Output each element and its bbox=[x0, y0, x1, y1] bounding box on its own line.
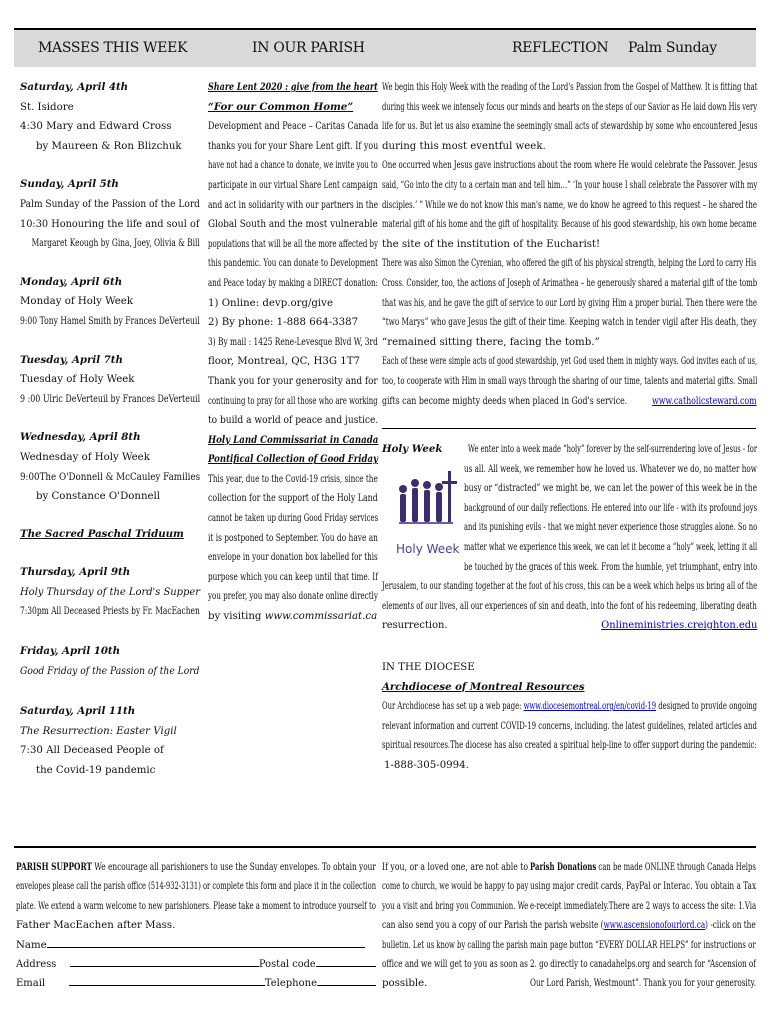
reflection-last-line bbox=[382, 392, 757, 412]
donations-text-2: e-receipt immediately.There are 2 ways to access the site: 1.Via bbox=[530, 900, 757, 912]
triduum-day: Saturday, April 11th bbox=[20, 705, 136, 718]
reflection-line: the site of the institution of the Eucharist! bbox=[382, 238, 601, 250]
telephone-label: Telephone bbox=[264, 978, 317, 990]
name-label: Name bbox=[16, 939, 47, 951]
sharelent-line: and Peace today by making a DIRECT donation: bbox=[208, 277, 378, 289]
reflection-last-text: gifts can become mighty deeds when placed in God's service. bbox=[382, 395, 628, 407]
triduum-day: Thursday, April 9th bbox=[20, 566, 131, 579]
sharelent-line: to build a world of peace and justice. bbox=[208, 415, 379, 427]
address-field-row bbox=[16, 955, 363, 974]
holyweek-image-caption: Holy Week bbox=[396, 542, 460, 556]
masses-heading: MASSES THIS WEEK bbox=[38, 40, 188, 56]
triduum-line: Good Friday of the Passion of the Lord bbox=[20, 665, 200, 677]
section-header-bar bbox=[14, 28, 756, 67]
communion-line: bulletin. Let us know by calling the parish bbox=[382, 939, 528, 951]
donations-text-1: using major credit cards, PayPal or Interac. You obtain a Tax bbox=[530, 881, 757, 893]
holyland-body bbox=[208, 470, 378, 607]
holyweek-line: us all. All week, we remember how he loved us. Whatever we do, no matter how bbox=[464, 463, 757, 475]
communion-block bbox=[382, 858, 528, 994]
mass-dedication: by Maureen & Ron Blizchuk bbox=[36, 140, 182, 152]
sharelent-line: participate in our virtual Share Lent campaign bbox=[208, 179, 378, 191]
reflection-line: during this week we intensely focus our minds and hearts on the steps of our Savior as He laid down His very bbox=[382, 101, 758, 113]
sharelent-line: thanks you for your Share Lent gift. If you bbox=[208, 140, 379, 152]
communion-line: come to church, we would be happy to pay bbox=[382, 881, 529, 893]
holyweek-title bbox=[382, 440, 442, 460]
holyland-line: envelope in your donation box labelled for this bbox=[208, 552, 378, 564]
sharelent-line: 1) Online: devp.org/give bbox=[208, 297, 333, 309]
communion-line: you a visit and bring you Communion. We bbox=[382, 900, 529, 912]
mass-day: Wednesday, April 8th bbox=[20, 431, 141, 444]
donations-text-6: Our Lord Parish, Westmount”. Thank you for your generosity. bbox=[530, 978, 757, 990]
mass-line: 9 :00 Ulric DeVerteuil by Frances DeVerteuil bbox=[20, 393, 201, 405]
mass-line: Palm Sunday of the Passion of the Lord bbox=[20, 198, 200, 210]
diocese-phone: 1-888-305-0994. bbox=[384, 759, 469, 771]
reflection-line: Cross. Consider, too, the actions of Joseph of Arimathea – he generously shared a material gift of the tomb bbox=[382, 277, 758, 289]
holyland-line: purpose which you can keep until that time. If bbox=[208, 571, 378, 583]
mass-line: Tuesday of Holy Week bbox=[20, 374, 135, 386]
postal-label: Postal code bbox=[258, 959, 316, 971]
donations-text-4: main page button “EVERY DOLLAR HELPS” for instructions or bbox=[530, 939, 756, 951]
sharelent-line: continuing to pray for all those who are working bbox=[208, 395, 378, 407]
reflection-line: “remained sitting there, facing the tomb.” bbox=[382, 336, 600, 348]
catholicsteward-link[interactable]: www.catholicsteward.com bbox=[652, 395, 757, 407]
sharelent-line: floor, Montreal, QC, H3G 1T7 bbox=[208, 356, 360, 368]
donations-text-3a: the parish website ( bbox=[530, 920, 604, 932]
name-field[interactable] bbox=[47, 937, 365, 948]
diocese-line1-post: designed to provide ongoing bbox=[656, 701, 758, 713]
reflection-line: life for us. But let us also examine the seemingly small acts of stewardship by some who encountered Jesus bbox=[382, 121, 758, 133]
holyland-last-line bbox=[208, 607, 378, 627]
mass-day: Saturday, April 4th bbox=[20, 81, 129, 93]
reflection-line: too, to cooperate with Him in small ways through the sharing of our time, talents and material gifts. Small bbox=[382, 375, 758, 387]
diocese-section bbox=[382, 658, 757, 776]
donations-block bbox=[530, 858, 756, 994]
reflection-heading: REFLECTION bbox=[512, 40, 609, 56]
communion-line: can also send you a copy of our Parish bbox=[382, 920, 528, 932]
diocese-heading: IN THE DIOCESE bbox=[382, 662, 475, 673]
holyweek-last-text: resurrection. bbox=[382, 620, 448, 632]
diocese-line1-pre: Our Archdiocese has set up a web page: bbox=[382, 701, 524, 713]
mass-day: Monday, April 6th bbox=[20, 275, 123, 288]
mass-line: 10:30 Honouring the life and soul of bbox=[20, 218, 200, 230]
address-label: Address bbox=[16, 959, 57, 971]
mass-dedication: by Constance O'Donnell bbox=[36, 491, 161, 503]
sharelent-line: Development and Peace – Caritas Canada bbox=[208, 121, 379, 133]
holyweek-full-text bbox=[382, 577, 757, 636]
email-label: Email bbox=[16, 978, 46, 990]
holyweek-last-line bbox=[382, 616, 758, 636]
mass-line: St. Isidore bbox=[20, 101, 74, 113]
sharelent-body bbox=[208, 117, 378, 431]
holyweek-side-text bbox=[464, 440, 757, 577]
reflection-line: We begin this Holy Week with the reading of the Lord's Passion from the Gospel of Matthew. It is fitting that bbox=[382, 82, 758, 93]
holyland-last-text: by visiting bbox=[208, 611, 265, 623]
holyweek-line: busy or “distracted” we might be, we can let the power of this week be in the bbox=[464, 483, 757, 495]
diocese-subheading: Archdiocese of Montreal Resources bbox=[382, 680, 585, 693]
support-text-0: We encourage all parishioners to use the Sunday envelopes. To obtain your bbox=[91, 862, 376, 873]
mass-dedication: Margaret Keough by Gina, Joey, Olivia & Bill bbox=[31, 238, 200, 250]
support-text-2: plate. We extend a warm welcome to new parishioners. Please take a moment to introduce yourself to bbox=[16, 900, 376, 912]
holyland-line: cannot be taken up during Good Friday services bbox=[208, 513, 379, 525]
donations-text-3b: ) -click on the bbox=[705, 920, 756, 932]
sharelent-line: this pandemic. You can donate to Development bbox=[208, 258, 379, 270]
email-field-row bbox=[16, 974, 369, 993]
donations-label: Parish Donations bbox=[530, 861, 597, 873]
triduum-title: The Sacred Paschal Triduum bbox=[20, 527, 184, 540]
reflection-line: disciples.’ ” While we do not know this man's name, we do know he agreed to this request – he shared the bbox=[382, 199, 758, 211]
sharelent-line: 3) By mail : 1425 Rene-Levesque Blvd W, 3rd bbox=[208, 336, 378, 348]
sharelent-subtitle: “For our Common Home” bbox=[208, 100, 354, 113]
communion-line: If you, or a loved one, are not able to bbox=[382, 862, 529, 873]
triduum-line: 7:30 All Deceased People of bbox=[20, 745, 164, 757]
communion-line: possible. bbox=[382, 978, 428, 990]
holyweek-line: elements of our lives, all our experiences of sin and death, into the font of his redeeming, liberating death bbox=[382, 600, 757, 612]
sharelent-line: Global South and the most vulnerable bbox=[208, 219, 378, 231]
reflection-line: material gift of his home and the gift of hospitality. Because of his good stewardship, his own home became bbox=[382, 219, 757, 231]
triduum-line: 7:30pm All Deceased Priests by Fr. MacEachen bbox=[20, 606, 200, 618]
mass-day: Sunday, April 5th bbox=[20, 178, 119, 191]
postal-field[interactable] bbox=[316, 956, 376, 967]
reflection-line: There was also Simon the Cyrenian, who offered the gift of his physical strength, helping the Lord to carry His bbox=[382, 258, 757, 270]
holyland-line: it is postponed to September. You do have an bbox=[208, 532, 378, 544]
donations-text-0: can be made ONLINE through Canada Helps bbox=[596, 862, 756, 873]
holyland-line: This year, due to the Covid-19 crisis, since the bbox=[208, 473, 378, 485]
sunday-heading: Palm Sunday bbox=[628, 40, 717, 56]
mass-line: 4:30 Mary and Edward Cross bbox=[20, 121, 172, 133]
parish-heading: IN OUR PARISH bbox=[252, 40, 365, 56]
donations-text-5: 2. go directly to canadahelps.org and search for “Ascension of bbox=[530, 959, 756, 971]
reflection-body bbox=[382, 78, 757, 392]
holyland-line: you prefer, you may also donate online directly bbox=[208, 591, 378, 603]
sharelent-line: have not had a chance to donate, we invite you to bbox=[208, 160, 378, 172]
sharelent-line: and act in solidarity with our partners in the bbox=[208, 199, 379, 211]
mass-line: 9:00The O'Donnell & McCauley Families bbox=[20, 471, 201, 483]
donations-line-3 bbox=[530, 916, 756, 935]
holyweek-line: and its punishing evils - that we might never experience those struggles alone. So no bbox=[464, 522, 758, 534]
masses-column bbox=[20, 78, 200, 802]
commissariat-link[interactable]: www.commissariat.ca bbox=[264, 611, 378, 623]
donations-line-0 bbox=[530, 858, 756, 877]
holyweek-line: Jerusalem, to our standing together at the foot of his cross, this can be a week which helps us bring all of the bbox=[382, 581, 758, 592]
reflection-column bbox=[382, 78, 757, 411]
creighton-link[interactable]: Onlineministries.creighton.edu bbox=[601, 620, 758, 632]
sharelent-line: populations that will be all the more affected by bbox=[208, 238, 378, 250]
reflection-line: that was his, and he gave the gift of service to our Lord by giving Him a proper burial. Then there were the bbox=[382, 297, 757, 309]
mass-day: Tuesday, April 7th bbox=[20, 353, 123, 366]
holyweek-line: be touched by the graces of this week. From the humble, yet triumphant, entry into bbox=[464, 561, 758, 573]
diocese-line: spiritual resources.The diocese has also created a spiritual help-line to offer support during the pandemic: bbox=[382, 740, 757, 752]
reflection-line: during this most eventful week. bbox=[382, 140, 546, 152]
holyland-title: Holy Land Commissariat in Canada bbox=[208, 433, 379, 446]
mass-line: Wednesday of Holy Week bbox=[20, 451, 150, 463]
reflection-line: “two Marys” who gave Jesus the gift of their time. Keeping watch in tender vigil after His death, they bbox=[382, 317, 757, 329]
triduum-day: Friday, April 10th bbox=[20, 645, 121, 658]
reflection-line: Each of these were simple acts of good stewardship, yet God used them in mighty ways. God invites each of us, bbox=[382, 356, 758, 368]
mass-line: Monday of Holy Week bbox=[20, 296, 133, 308]
divider bbox=[382, 428, 756, 429]
support-text-1: envelopes please call the parish office (514-932-3131) or complete this form and place it in the collection bbox=[16, 881, 377, 893]
triduum-line: The Resurrection: Easter Vigil bbox=[20, 725, 177, 737]
telephone-field[interactable] bbox=[317, 975, 376, 986]
parish-website-link[interactable]: www.ascensionofourlord.ca bbox=[603, 920, 706, 932]
email-field[interactable] bbox=[69, 975, 265, 986]
reflection-line: said, “Go into the city to a certain man and tell him…” ‘In your house I shall celebrate the Passover with my bbox=[382, 179, 758, 191]
sharelent-title: Share Lent 2020 : give from the heart bbox=[208, 81, 378, 93]
diocese-line: relevant information and current COVID-19 concerns, including. the latest guidelines, related articles and bbox=[382, 720, 757, 732]
mass-line: 9:00 Tony Hamel Smith by Frances DeVerteuil bbox=[20, 315, 200, 327]
holyweek-line: We enter into a week made “holy” forever by the self-surrendering love of Jesus - for bbox=[467, 444, 758, 455]
sharelent-line: 2) By phone: 1-888 664-3387 bbox=[208, 317, 359, 329]
parish-support-block bbox=[16, 858, 376, 994]
support-text-3: Father MacEachen after Mass. bbox=[16, 920, 176, 932]
holyland-subtitle: Pontifical Collection of Good Friday bbox=[208, 453, 378, 466]
holyweek-title-text: Holy Week bbox=[382, 443, 443, 455]
reflection-line: One occurred when Jesus gave instructions about the room where He would celebrate the Passover. Jesus bbox=[382, 160, 758, 172]
triduum-line: Holy Thursday of the Lord's Supper bbox=[20, 586, 200, 598]
triduum-dedication: the Covid-19 pandemic bbox=[36, 765, 156, 777]
footer-rule bbox=[14, 846, 756, 848]
holyweek-line: background of our daily reflections. He entered into our life - with its profound joys bbox=[464, 502, 758, 514]
communion-line: office and we will get to you as soon as bbox=[382, 959, 528, 971]
diocese-covid-link[interactable]: www.diocesemontreal.org/en/covid-19 bbox=[523, 701, 657, 713]
diocese-line1 bbox=[382, 697, 758, 717]
support-label: PARISH SUPPORT bbox=[16, 861, 92, 873]
parish-column bbox=[208, 78, 378, 627]
sharelent-line: Thank you for your generosity and for bbox=[208, 375, 378, 387]
support-line-0 bbox=[16, 858, 376, 877]
address-field[interactable] bbox=[70, 956, 259, 967]
holyland-line: collection for the support of the Holy Land bbox=[208, 493, 378, 505]
name-field-row bbox=[16, 936, 376, 955]
holyweek-line: matter what we experience this week, we can let it become a “holy” week, letting it all bbox=[464, 541, 758, 553]
